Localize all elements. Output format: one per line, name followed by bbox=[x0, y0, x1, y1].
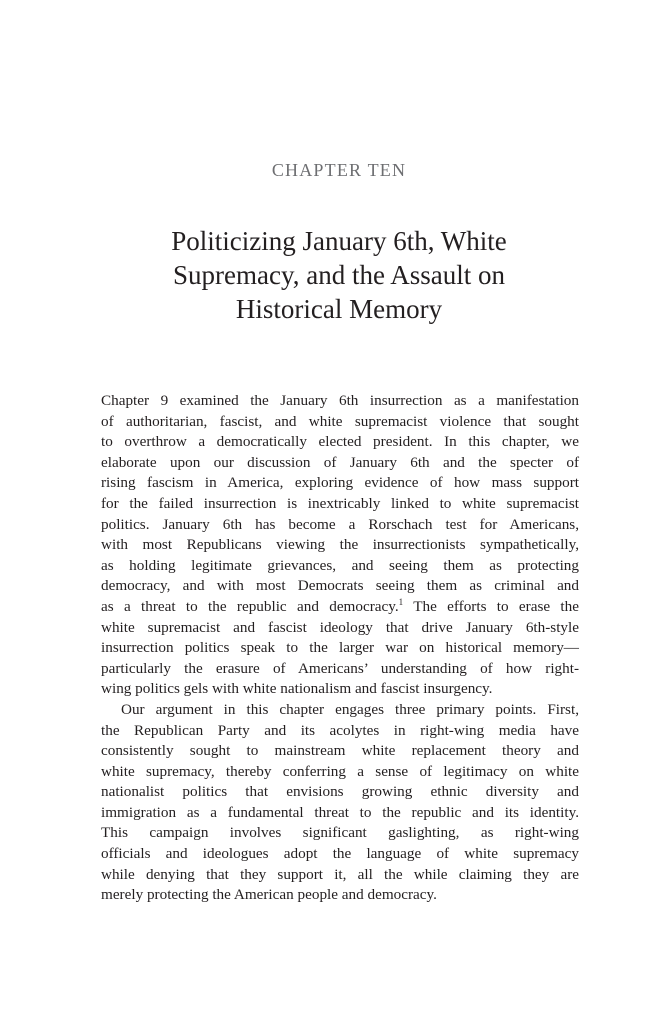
text-line: Our argument in this chapter engages three primary points. First, bbox=[121, 700, 579, 718]
text-line-with-footnote bbox=[101, 597, 579, 618]
text-line: while denying that they support it, all the while claiming they are bbox=[101, 865, 579, 883]
text-line: with most Republicans viewing the insurrectionists sympathetically, bbox=[101, 536, 579, 554]
body-text bbox=[101, 391, 579, 906]
chapter-title-line: Historical Memory bbox=[235, 294, 443, 324]
text-line: the Republican Party and its acolytes in right-wing media have bbox=[101, 721, 579, 739]
text-line: politics. January 6th has become a Rorschach test for Americans, bbox=[101, 515, 579, 533]
text-line: elaborate upon our discussion of January 6th and the specter of bbox=[101, 453, 579, 471]
text-line: white supremacy, thereby conferring a sense of legitimacy on white bbox=[101, 762, 579, 780]
chapter-title bbox=[0, 224, 650, 326]
text-segment: as a threat to the republic and democracy. bbox=[101, 597, 399, 615]
text-line: to overthrow a democratically elected president. In this chapter, we bbox=[101, 433, 579, 451]
text-line: democracy, and with most Democrats seeing them as criminal and bbox=[101, 577, 579, 595]
text-line: Chapter 9 examined the January 6th insurrection as a manifestation bbox=[101, 392, 579, 409]
text-line: consistently sought to mainstream white replacement theory and bbox=[101, 742, 579, 760]
text-line: of authoritarian, fascist, and white supremacist violence that sought bbox=[101, 412, 579, 430]
text-line: rising fascism in America, exploring evidence of how mass support bbox=[101, 474, 579, 492]
text-line: merely protecting the American people and democracy. bbox=[101, 886, 437, 904]
text-line: particularly the erasure of Americans’ understanding of how right- bbox=[101, 659, 579, 677]
text-line: insurrection politics speak to the larger war on historical memory— bbox=[101, 639, 579, 657]
chapter-title-line: Politicizing January 6th, White bbox=[171, 226, 507, 256]
text-line: white supremacist and fascist ideology that drive January 6th-style bbox=[101, 618, 579, 636]
chapter-label: CHAPTER TEN bbox=[271, 160, 407, 180]
text-line: for the failed insurrection is inextricably linked to white supremacist bbox=[101, 494, 579, 512]
chapter-title-line: Supremacy, and the Assault on bbox=[173, 260, 505, 290]
text-segment: The efforts to erase the bbox=[403, 597, 579, 615]
text-line: wing politics gels with white nationalism and fascist insurgency. bbox=[101, 680, 493, 698]
text-line: officials and ideologues adopt the language of white supremacy bbox=[101, 845, 579, 863]
text-line: This campaign involves significant gaslighting, as right-wing bbox=[101, 824, 579, 842]
text-line: immigration as a fundamental threat to the republic and its identity. bbox=[101, 803, 579, 821]
text-line: nationalist politics that envisions growing ethnic diversity and bbox=[101, 783, 579, 801]
text-line: as holding legitimate grievances, and seeing them as protecting bbox=[101, 556, 579, 574]
footnote-ref[interactable]: 1 bbox=[398, 596, 404, 607]
